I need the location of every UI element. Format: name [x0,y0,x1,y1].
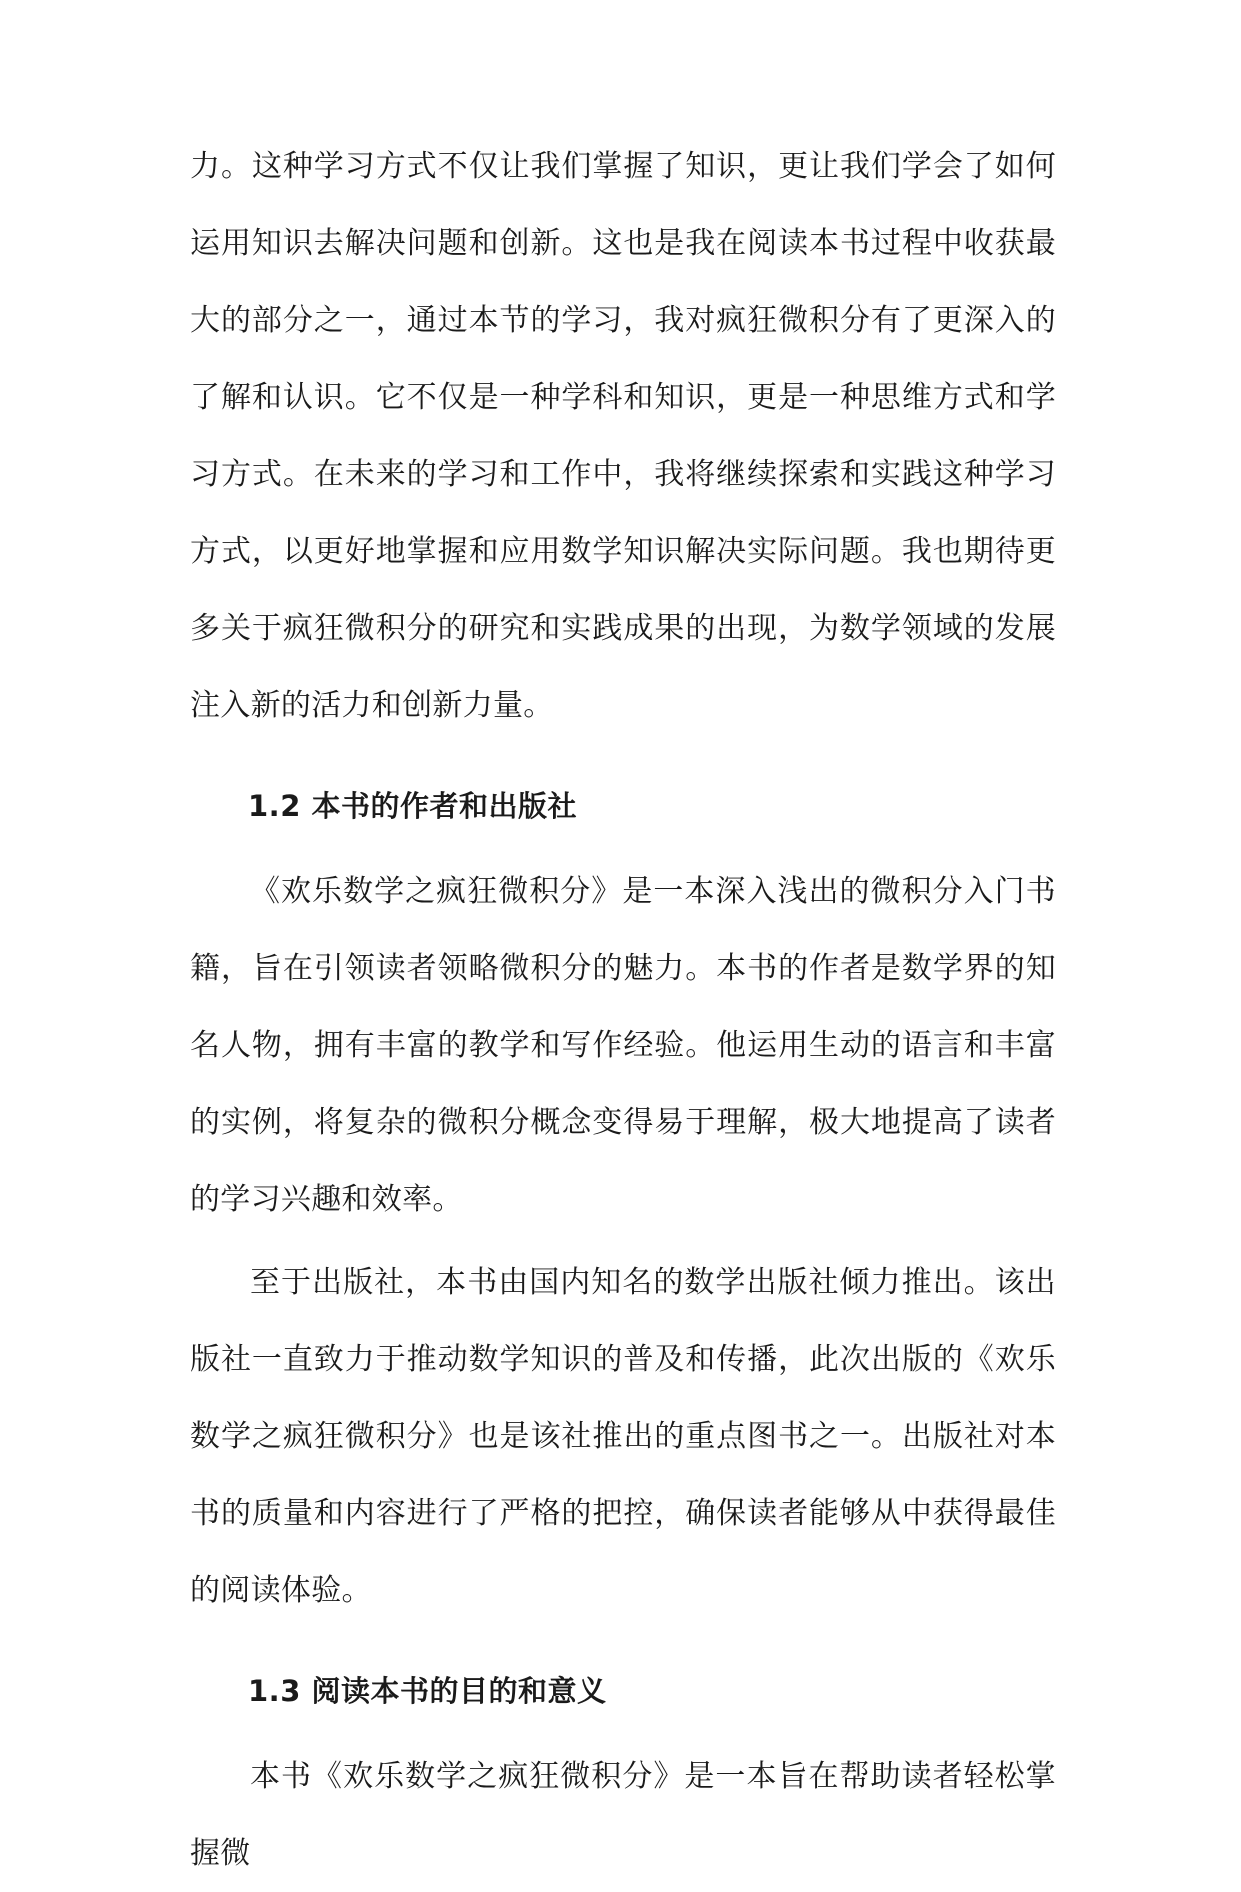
section-spacer [190,744,1056,768]
body-paragraph-intro: 力。这种学习方式不仅让我们掌握了知识，更让我们学会了如何运用知识去解决问题和创新。这也是我在阅读本书过程中收获最大的部分之一，通过本节的学习，我对疯狂微积分有了更深入的了解和认识。它不仅是一种学科和知识，更是一种思维方式和学习方式。在未来的学习和工作中，我将继续探索和实践这种学习方式，以更好地掌握和应用数学知识解决实际问题。我也期待更多关于疯狂微积分的研究和实践成果的出现，为数学领域的发展注入新的活力和创新力量。 [190,149,1056,723]
section-heading-1-2: 1.2 本书的作者和出版社 [248,789,577,823]
document-body [190,128,1056,1892]
body-paragraph-author: 《欢乐数学之疯狂微积分》是一本深入浅出的微积分入门书籍，旨在引领读者领略微积分的魅力。本书的作者是数学界的知名人物，拥有丰富的教学和写作经验。他运用生动的语言和丰富的实例，将复杂的微积分概念变得易于理解，极大地提高了读者的学习兴趣和效率。 [190,874,1056,1217]
section-spacer [190,1730,1056,1738]
section-heading-1-3: 1.3 阅读本书的目的和意义 [248,1674,607,1708]
section-spacer [190,1629,1056,1653]
section-spacer [190,845,1056,853]
body-paragraph-purpose: 本书《欢乐数学之疯狂微积分》是一本旨在帮助读者轻松掌握微 [190,1759,1056,1871]
body-paragraph-publisher: 至于出版社，本书由国内知名的数学出版社倾力推出。该出版社一直致力于推动数学知识的普及和传播，此次出版的《欢乐数学之疯狂微积分》也是该社推出的重点图书之一。出版社对本书的质量和内容进行了严格的把控，确保读者能够从中获得最佳的阅读体验。 [190,1265,1056,1608]
